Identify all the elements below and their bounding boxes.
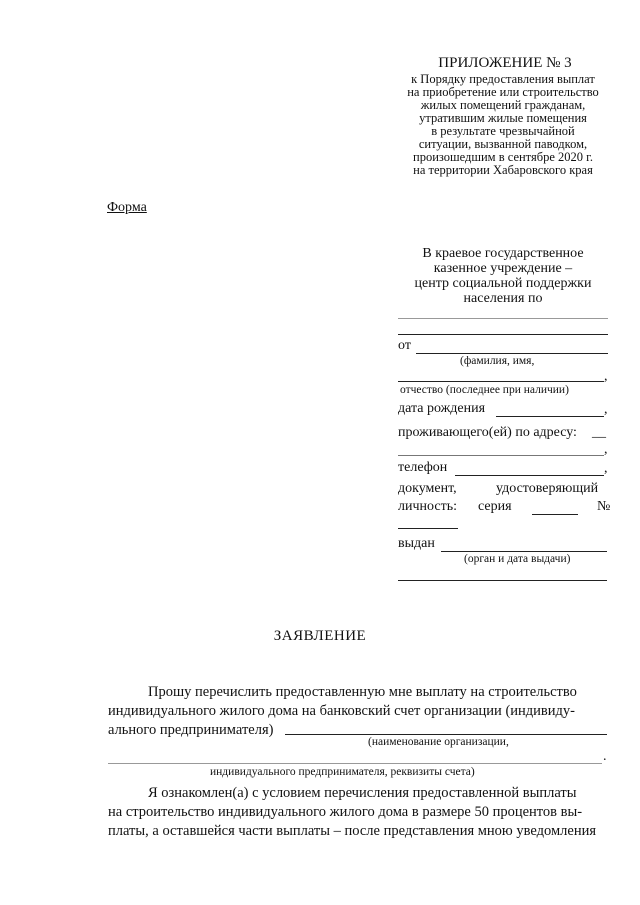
addressee-line: В краевое государственное xyxy=(422,246,584,261)
addressee-line: населения по xyxy=(463,291,543,306)
agency-blank-line-2[interactable] xyxy=(398,334,608,335)
document-number-line[interactable] xyxy=(398,528,458,529)
comma: , xyxy=(604,369,608,384)
statement-title: ЗАЯВЛЕНИЕ xyxy=(273,628,367,644)
from-caption: (фамилия, имя, xyxy=(460,355,535,367)
document-label: документ, xyxy=(398,481,457,496)
birth-date-line[interactable] xyxy=(496,416,604,417)
phone-label: телефон xyxy=(398,460,448,475)
appendix-line: на приобретение или строительство xyxy=(407,85,599,99)
comma: , xyxy=(604,402,608,417)
requisites-caption: индивидуального предпринимателя, реквизиты счета) xyxy=(210,766,475,778)
addressee-line: центр социальной поддержки xyxy=(414,276,592,291)
issued-caption: (орган и дата выдачи) xyxy=(464,553,571,565)
issued-line-2[interactable] xyxy=(398,580,607,581)
number-sign: № xyxy=(597,499,611,514)
paragraph-line: платы, а оставшейся части выплаты – после представления мною уведомления xyxy=(108,823,597,839)
acknowledgement-paragraph xyxy=(108,784,608,841)
appendix-line: ситуации, вызванной паводком, xyxy=(418,137,588,151)
issued-line[interactable] xyxy=(441,551,607,552)
appendix-line: жилых помещений гражданам, xyxy=(420,98,586,112)
comma: , xyxy=(604,461,608,476)
addressee-line: казенное учреждение – xyxy=(433,261,573,276)
address-line[interactable] xyxy=(398,455,604,456)
issued-label: выдан xyxy=(398,536,435,551)
series-label: серия xyxy=(478,499,512,514)
addressee-block xyxy=(398,246,608,306)
organization-caption: (наименование организации, xyxy=(368,736,509,748)
comma: , xyxy=(604,442,608,457)
address-tail: __ xyxy=(592,425,606,440)
surname-name-line[interactable] xyxy=(416,353,608,354)
document-label-2: удостоверяющий xyxy=(496,481,599,496)
paragraph-line: индивидуального жилого дома на банковский счет организации (индивиду- xyxy=(108,703,575,719)
patronymic-caption: отчество (последнее при наличии) xyxy=(400,384,569,396)
appendix-line: в результате чрезвычайной xyxy=(431,124,575,138)
appendix-line: утратившим жилые помещения xyxy=(419,111,587,125)
requisites-line[interactable] xyxy=(108,763,602,764)
phone-line[interactable] xyxy=(455,475,604,476)
from-label: от xyxy=(398,338,411,353)
appendix-text xyxy=(392,73,614,177)
form-label: Форма xyxy=(107,200,147,215)
patronymic-line[interactable] xyxy=(398,381,604,382)
appendix-line: на территории Хабаровского края xyxy=(413,163,593,177)
appendix-title: ПРИЛОЖЕНИЕ № 3 xyxy=(438,55,572,71)
birth-date-label: дата рождения xyxy=(398,401,486,416)
request-paragraph xyxy=(108,683,608,740)
address-label: проживающего(ей) по адресу: xyxy=(398,425,577,440)
paragraph-line: Прошу перечислить предоставленную мне выплату на строительство xyxy=(148,684,577,700)
identity-label: личность: xyxy=(398,499,457,514)
appendix-line: произошедшим в сентябре 2020 г. xyxy=(413,150,593,164)
paragraph-line: Я ознакомлен(а) с условием перечисления предоставленной выплаты xyxy=(148,785,577,801)
period: . xyxy=(603,749,607,764)
agency-blank-line[interactable] xyxy=(398,318,608,319)
appendix-line: к Порядку предоставления выплат xyxy=(411,72,595,86)
series-line[interactable] xyxy=(532,514,578,515)
organization-line[interactable] xyxy=(285,734,607,735)
paragraph-line: на строительство индивидуального жилого дома в размере 50 процентов вы- xyxy=(108,804,583,820)
paragraph-line: ального предпринимателя) xyxy=(108,722,274,738)
